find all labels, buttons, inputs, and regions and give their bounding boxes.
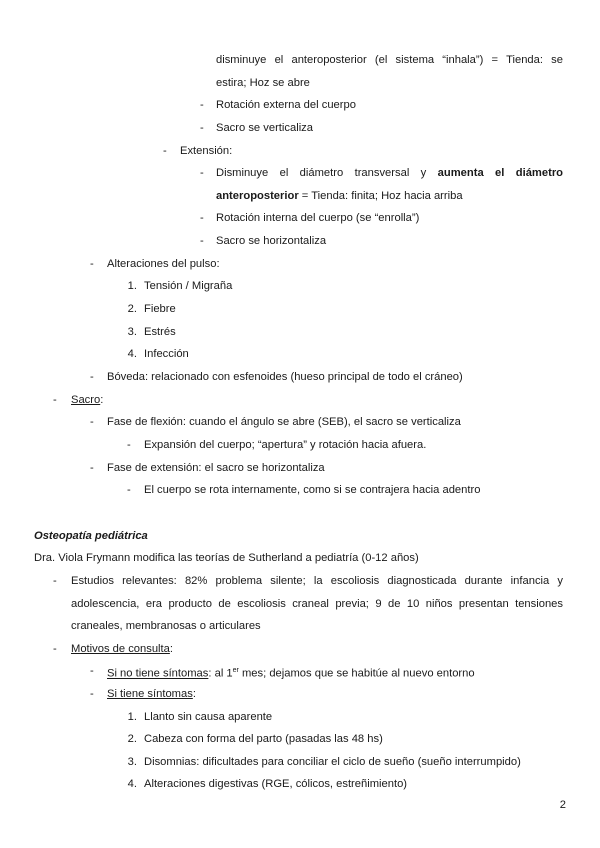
list-item: Disomnias: dificultades para conciliar el ciclo de sueño (sueño interrumpido) bbox=[144, 756, 521, 768]
list-number: 1. bbox=[127, 280, 137, 292]
list-number: 2. bbox=[127, 733, 137, 745]
list-dash: - bbox=[200, 235, 204, 247]
list-dash: - bbox=[90, 258, 94, 270]
list-dash: - bbox=[163, 145, 167, 157]
list-dash: - bbox=[53, 643, 57, 655]
list-dash: - bbox=[200, 167, 204, 179]
list-number: 4. bbox=[127, 348, 137, 360]
list-item: Alteraciones digestivas (RGE, cólicos, estreñimiento) bbox=[144, 778, 408, 790]
list-dash: - bbox=[200, 212, 204, 224]
list-item: Si tiene síntomas: bbox=[107, 688, 196, 700]
list-item: Infección bbox=[144, 348, 189, 360]
list-number: 3. bbox=[127, 756, 137, 768]
list-item: Fase de flexión: cuando el ángulo se abre (SEB), el sacro se verticaliza bbox=[107, 416, 461, 428]
section-intro: Dra. Viola Frymann modifica las teorías de Sutherland a pediatría (0-12 años) bbox=[34, 552, 419, 564]
list-dash: - bbox=[127, 484, 131, 496]
list-dash: - bbox=[53, 394, 57, 406]
list-item: Tensión / Migraña bbox=[144, 280, 233, 292]
list-item: El cuerpo se rota internamente, como si se contrajera hacia adentro bbox=[144, 484, 481, 496]
list-dash: - bbox=[127, 439, 131, 451]
text-line: estira; Hoz se abre bbox=[216, 77, 310, 89]
list-dash: - bbox=[90, 688, 94, 700]
list-item: Si no tiene síntomas: al 1er mes; dejamos que se habitúe al nuevo entorno bbox=[107, 667, 475, 680]
list-item: Rotación externa del cuerpo bbox=[216, 99, 356, 111]
list-item: Estrés bbox=[144, 326, 176, 338]
list-item: Cabeza con forma del parto (pasadas las 48 hs) bbox=[144, 733, 383, 745]
list-number: 1. bbox=[127, 711, 137, 723]
list-item: Fiebre bbox=[144, 303, 176, 315]
list-item: Bóveda: relacionado con esfenoides (hueso principal de todo el cráneo) bbox=[107, 371, 463, 383]
list-item: Alteraciones del pulso: bbox=[107, 258, 220, 270]
text-line: anteroposterior = Tienda: finita; Hoz hacia arriba bbox=[216, 190, 463, 202]
list-dash: - bbox=[90, 665, 94, 677]
list-dash: - bbox=[90, 462, 94, 474]
list-dash: - bbox=[200, 122, 204, 134]
list-item: Llanto sin causa aparente bbox=[144, 711, 273, 723]
list-item: Motivos de consulta: bbox=[71, 643, 173, 655]
list-dash: - bbox=[90, 371, 94, 383]
list-item: Sacro se horizontaliza bbox=[216, 235, 327, 247]
list-item: Extensión: bbox=[180, 145, 233, 157]
list-item: Fase de extensión: el sacro se horizontaliza bbox=[107, 462, 325, 474]
list-item: Estudios relevantes: 82% problema silente; la escoliosis diagnosticada durante infancia y bbox=[71, 575, 563, 587]
list-dash: - bbox=[200, 99, 204, 111]
text-line: disminuye el anteroposterior (el sistema “inhala”) = Tienda: se bbox=[216, 54, 563, 66]
text-line: craneales, membranosas o articulares bbox=[71, 620, 261, 632]
list-number: 3. bbox=[127, 326, 137, 338]
list-item: Sacro se verticaliza bbox=[216, 122, 313, 134]
list-item: Sacro: bbox=[71, 394, 104, 406]
list-dash: - bbox=[53, 575, 57, 587]
text-line: adolescencia, era producto de escoliosis craneal previa; 9 de 10 niños presentan tensiones bbox=[71, 598, 563, 610]
list-item: Expansión del cuerpo; “apertura” y rotación hacia afuera. bbox=[144, 439, 427, 451]
list-number: 2. bbox=[127, 303, 137, 315]
list-item: Disminuye el diámetro transversal y aumenta el diámetro bbox=[216, 167, 564, 179]
list-dash: - bbox=[90, 416, 94, 428]
section-heading: Osteopatía pediátrica bbox=[34, 530, 148, 542]
list-item: Rotación interna del cuerpo (se “enrolla”) bbox=[216, 212, 420, 224]
page-number: 2 bbox=[559, 799, 566, 811]
list-number: 4. bbox=[127, 778, 137, 790]
